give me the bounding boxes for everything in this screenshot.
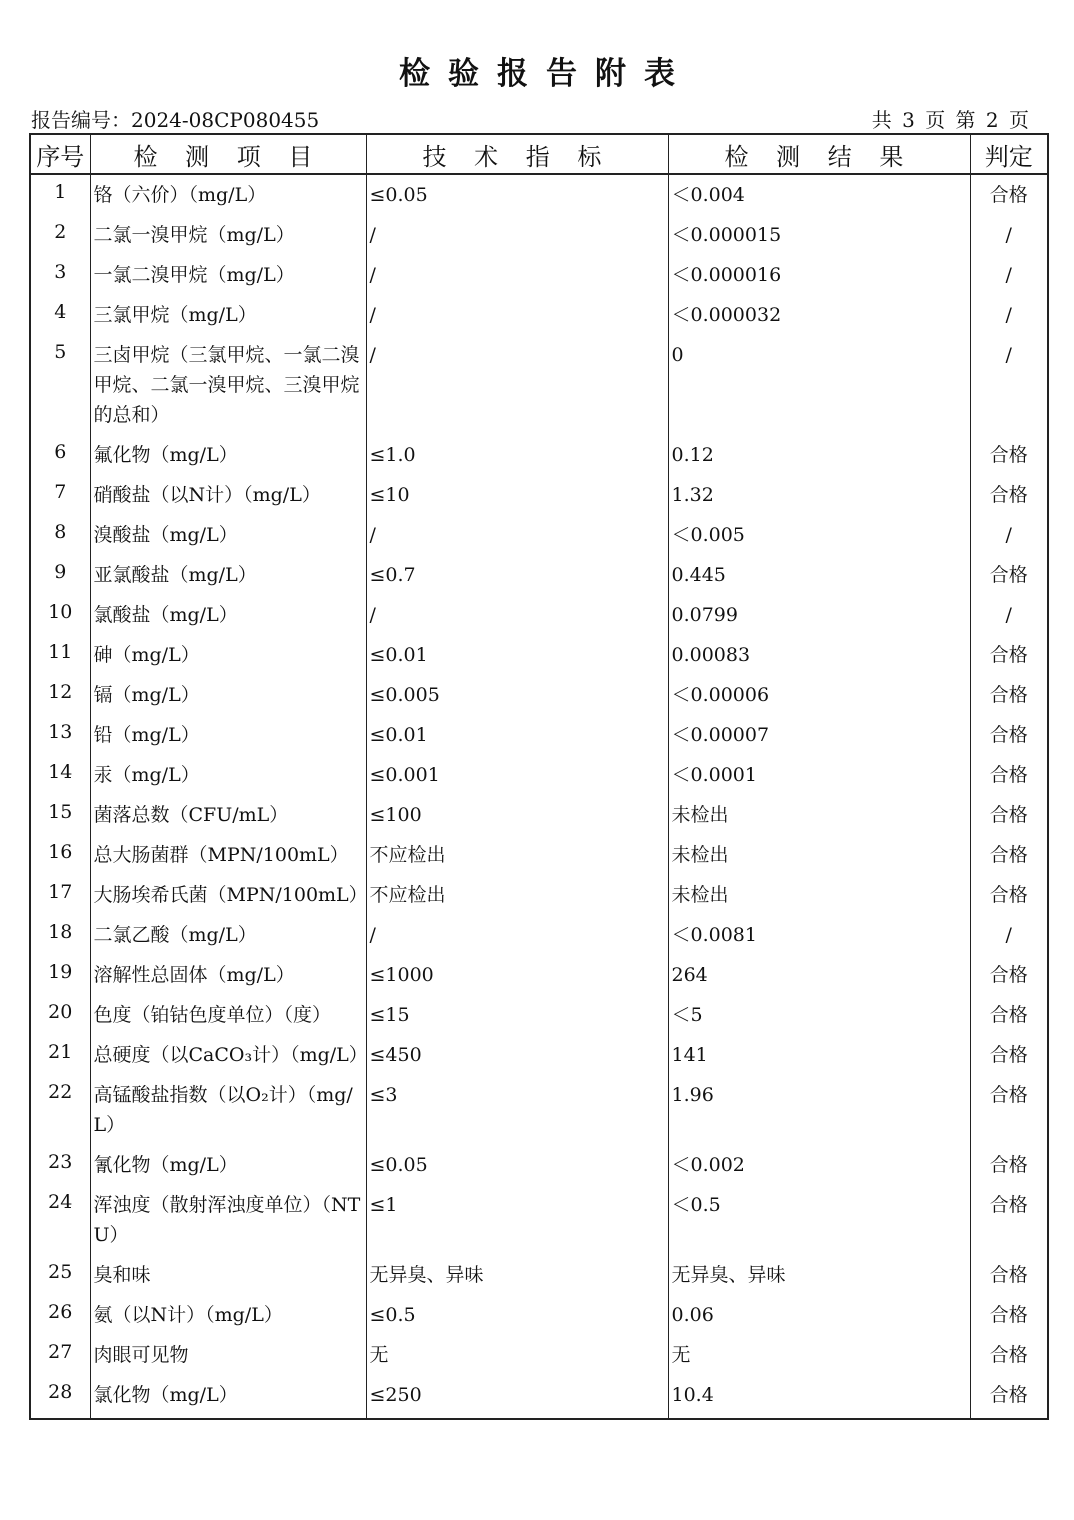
- test-item: 溴酸盐（mg/L）: [90, 515, 366, 555]
- table-row: [30, 515, 1048, 555]
- table-row: [30, 715, 1048, 755]
- test-item: 一氯二溴甲烷（mg/L）: [90, 255, 366, 295]
- judgement: /: [970, 915, 1048, 955]
- test-item: 臭和味: [90, 1255, 366, 1295]
- technical-spec: ≤0.5: [366, 1295, 668, 1335]
- row-number: 19: [30, 955, 90, 995]
- judgement: 合格: [970, 715, 1048, 755]
- judgement: 合格: [970, 174, 1048, 215]
- technical-spec: 无: [366, 1335, 668, 1375]
- judgement: 合格: [970, 555, 1048, 595]
- judgement: 合格: [970, 1335, 1048, 1375]
- judgement: 合格: [970, 1145, 1048, 1185]
- table-body: [30, 174, 1048, 1419]
- test-result: ＜0.00006: [668, 675, 970, 715]
- row-number: 14: [30, 755, 90, 795]
- table-row: [30, 915, 1048, 955]
- row-number: 4: [30, 295, 90, 335]
- test-item: 色度（铂钴色度单位）（度）: [90, 995, 366, 1035]
- page-title: 检验报告附表: [399, 56, 693, 92]
- judgement: 合格: [970, 675, 1048, 715]
- table-row: [30, 1145, 1048, 1185]
- row-number: 5: [30, 335, 90, 435]
- technical-spec: ≤250: [366, 1375, 668, 1419]
- test-item: 氰化物（mg/L）: [90, 1145, 366, 1185]
- test-item: 铅（mg/L）: [90, 715, 366, 755]
- test-result: 1.96: [668, 1075, 970, 1145]
- table-row: [30, 215, 1048, 255]
- technical-spec: ≤1.0: [366, 435, 668, 475]
- row-number: 22: [30, 1075, 90, 1145]
- test-result: 264: [668, 955, 970, 995]
- technical-spec: ≤0.7: [366, 555, 668, 595]
- column-header-spec: 技 术 指 标: [366, 134, 668, 174]
- table-row: [30, 1295, 1048, 1335]
- test-result: 未检出: [668, 795, 970, 835]
- table-row: [30, 1035, 1048, 1075]
- test-result: 141: [668, 1035, 970, 1075]
- test-item: 总大肠菌群（MPN/100mL）: [90, 835, 366, 875]
- test-result: ＜0.002: [668, 1145, 970, 1185]
- technical-spec: /: [366, 215, 668, 255]
- row-number: 17: [30, 875, 90, 915]
- test-item: 三氯甲烷（mg/L）: [90, 295, 366, 335]
- table-row: [30, 1255, 1048, 1295]
- test-item: 镉（mg/L）: [90, 675, 366, 715]
- test-item: 氨（以N计）（mg/L）: [90, 1295, 366, 1335]
- test-result: 1.32: [668, 475, 970, 515]
- test-item: 硝酸盐（以N计）（mg/L）: [90, 475, 366, 515]
- judgement: /: [970, 515, 1048, 555]
- column-header-no: 序号: [30, 134, 90, 174]
- technical-spec: ≤450: [366, 1035, 668, 1075]
- table-row: [30, 755, 1048, 795]
- test-item: 浑浊度（散射浑浊度单位）（NTU）: [90, 1185, 366, 1255]
- judgement: /: [970, 595, 1048, 635]
- test-result: 未检出: [668, 875, 970, 915]
- test-item: 氟化物（mg/L）: [90, 435, 366, 475]
- technical-spec: ≤15: [366, 995, 668, 1035]
- judgement: /: [970, 335, 1048, 435]
- table-row: [30, 295, 1048, 335]
- row-number: 1: [30, 174, 90, 215]
- judgement: /: [970, 295, 1048, 335]
- row-number: 13: [30, 715, 90, 755]
- column-header-result: 检 测 结 果: [668, 134, 970, 174]
- column-header-item: 检 测 项 目: [90, 134, 366, 174]
- test-item: 高锰酸盐指数（以O₂计）（mg/L）: [90, 1075, 366, 1145]
- technical-spec: /: [366, 255, 668, 295]
- test-item: 菌落总数（CFU/mL）: [90, 795, 366, 835]
- technical-spec: ≤0.01: [366, 715, 668, 755]
- table-row: [30, 1375, 1048, 1419]
- row-number: 9: [30, 555, 90, 595]
- table-row: [30, 635, 1048, 675]
- report-meta: [31, 108, 1031, 132]
- test-result: 0.445: [668, 555, 970, 595]
- column-header-judgement: 判定: [970, 134, 1048, 174]
- row-number: 12: [30, 675, 90, 715]
- row-number: 27: [30, 1335, 90, 1375]
- judgement: 合格: [970, 1185, 1048, 1255]
- judgement: 合格: [970, 1255, 1048, 1295]
- row-number: 21: [30, 1035, 90, 1075]
- technical-spec: 无异臭、异味: [366, 1255, 668, 1295]
- table-row: [30, 475, 1048, 515]
- test-item: 铬（六价）（mg/L）: [90, 174, 366, 215]
- test-item: 溶解性总固体（mg/L）: [90, 955, 366, 995]
- test-result: ＜0.00007: [668, 715, 970, 755]
- test-result: ＜5: [668, 995, 970, 1035]
- test-item: 二氯一溴甲烷（mg/L）: [90, 215, 366, 255]
- technical-spec: ≤3: [366, 1075, 668, 1145]
- row-number: 24: [30, 1185, 90, 1255]
- test-result: 0.12: [668, 435, 970, 475]
- judgement: 合格: [970, 1035, 1048, 1075]
- judgement: 合格: [970, 1375, 1048, 1419]
- test-item: 亚氯酸盐（mg/L）: [90, 555, 366, 595]
- row-number: 26: [30, 1295, 90, 1335]
- row-number: 16: [30, 835, 90, 875]
- row-number: 3: [30, 255, 90, 295]
- table-row: [30, 255, 1048, 295]
- technical-spec: ≤0.001: [366, 755, 668, 795]
- technical-spec: ≤0.05: [366, 1145, 668, 1185]
- row-number: 25: [30, 1255, 90, 1295]
- judgement: /: [970, 215, 1048, 255]
- table-row: [30, 995, 1048, 1035]
- judgement: 合格: [970, 475, 1048, 515]
- technical-spec: ≤10: [366, 475, 668, 515]
- technical-spec: /: [366, 915, 668, 955]
- test-result: ＜0.0001: [668, 755, 970, 795]
- test-item: 肉眼可见物: [90, 1335, 366, 1375]
- test-result: ＜0.000032: [668, 295, 970, 335]
- table-row: [30, 675, 1048, 715]
- table-header-row: [30, 134, 1048, 174]
- technical-spec: 不应检出: [366, 835, 668, 875]
- judgement: 合格: [970, 835, 1048, 875]
- test-result: 无: [668, 1335, 970, 1375]
- test-result: 0.0799: [668, 595, 970, 635]
- judgement: 合格: [970, 995, 1048, 1035]
- judgement: 合格: [970, 435, 1048, 475]
- technical-spec: 不应检出: [366, 875, 668, 915]
- test-item: 汞（mg/L）: [90, 755, 366, 795]
- test-result: 0.06: [668, 1295, 970, 1335]
- test-item: 氯酸盐（mg/L）: [90, 595, 366, 635]
- technical-spec: ≤100: [366, 795, 668, 835]
- table-row: [30, 174, 1048, 215]
- table-row: [30, 955, 1048, 995]
- test-result: 无异臭、异味: [668, 1255, 970, 1295]
- technical-spec: ≤0.005: [366, 675, 668, 715]
- results-table: [29, 133, 1049, 1420]
- table-row: [30, 555, 1048, 595]
- row-number: 23: [30, 1145, 90, 1185]
- table-row: [30, 1075, 1048, 1145]
- row-number: 8: [30, 515, 90, 555]
- judgement: 合格: [970, 1295, 1048, 1335]
- test-item: 砷（mg/L）: [90, 635, 366, 675]
- judgement: 合格: [970, 955, 1048, 995]
- row-number: 10: [30, 595, 90, 635]
- judgement: 合格: [970, 795, 1048, 835]
- technical-spec: /: [366, 335, 668, 435]
- judgement: /: [970, 255, 1048, 295]
- test-item: 二氯乙酸（mg/L）: [90, 915, 366, 955]
- table-row: [30, 875, 1048, 915]
- test-item: 氯化物（mg/L）: [90, 1375, 366, 1419]
- row-number: 2: [30, 215, 90, 255]
- row-number: 28: [30, 1375, 90, 1419]
- row-number: 15: [30, 795, 90, 835]
- table-row: [30, 435, 1048, 475]
- row-number: 6: [30, 435, 90, 475]
- page-info: 共 3 页 第 2 页: [871, 108, 1031, 132]
- technical-spec: ≤0.01: [366, 635, 668, 675]
- test-result: 0: [668, 335, 970, 435]
- row-number: 7: [30, 475, 90, 515]
- table-row: [30, 795, 1048, 835]
- test-result: ＜0.5: [668, 1185, 970, 1255]
- technical-spec: ≤0.05: [366, 174, 668, 215]
- judgement: 合格: [970, 755, 1048, 795]
- technical-spec: /: [366, 595, 668, 635]
- test-result: ＜0.000015: [668, 215, 970, 255]
- table-row: [30, 335, 1048, 435]
- row-number: 18: [30, 915, 90, 955]
- test-item: 总硬度（以CaCO₃计）（mg/L）: [90, 1035, 366, 1075]
- table-row: [30, 835, 1048, 875]
- test-result: 0.00083: [668, 635, 970, 675]
- technical-spec: /: [366, 515, 668, 555]
- table-row: [30, 595, 1048, 635]
- test-result: ＜0.004: [668, 174, 970, 215]
- table-row: [30, 1185, 1048, 1255]
- report-number: 报告编号：2024-08CP080455: [31, 108, 320, 132]
- judgement: 合格: [970, 635, 1048, 675]
- test-result: ＜0.0081: [668, 915, 970, 955]
- table-row: [30, 1335, 1048, 1375]
- technical-spec: /: [366, 295, 668, 335]
- row-number: 11: [30, 635, 90, 675]
- test-result: ＜0.000016: [668, 255, 970, 295]
- judgement: 合格: [970, 1075, 1048, 1145]
- test-item: 三卤甲烷（三氯甲烷、一氯二溴甲烷、二氯一溴甲烷、三溴甲烷的总和）: [90, 335, 366, 435]
- test-item: 大肠埃希氏菌（MPN/100mL）: [90, 875, 366, 915]
- judgement: 合格: [970, 875, 1048, 915]
- test-result: 未检出: [668, 835, 970, 875]
- row-number: 20: [30, 995, 90, 1035]
- test-result: ＜0.005: [668, 515, 970, 555]
- technical-spec: ≤1000: [366, 955, 668, 995]
- test-result: 10.4: [668, 1375, 970, 1419]
- technical-spec: ≤1: [366, 1185, 668, 1255]
